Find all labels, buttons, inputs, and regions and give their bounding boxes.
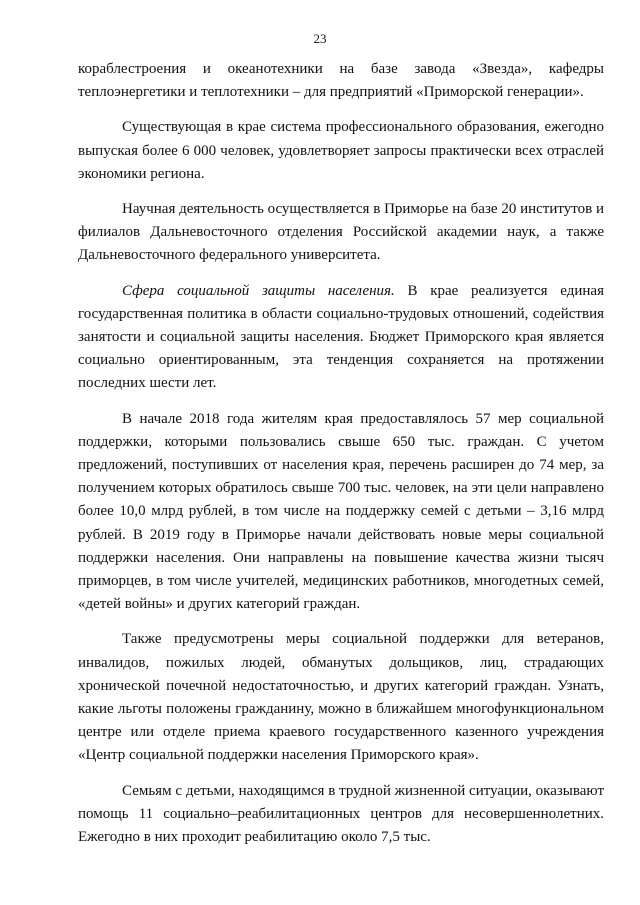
document-body [78,58,604,849]
paragraph-science: Научная деятельность осуществляется в Приморье на базе 20 институтов и филиалов Дальневосточного отделения Российской академии наук, а также Дальневосточного федерального университета. [78,201,604,264]
paragraph-social-protection-text: В крае реализуется единая государственная политика в области социально-трудовых отношений, содействия занятости и социальной защиты населения. Бюджет Приморского края является социально ориентированным, эта тенденция сохраняется на протяжении последних шести лет. [78,282,604,392]
paragraph-support-measures: В начале 2018 года жителям края предоставлялось 57 мер социальной поддержки, которыми пользовались свыше 650 тыс. граждан. С учетом предложений, поступивших от населения края, перечень расширен до 74 мер, за получением которых обратилось свыше 700 тыс. человек, на эти цели направлено более 10,0 млрд рублей, в том числе на поддержку семей с детьми – 3,16 млрд рублей. В 2019 году в Приморье начали действовать новые меры социальной поддержки населения. Они направлены на повышение качества жизни тысяч приморцев, в том числе учителей, медицинских работников, многодетных семей, «детей войны» и других категорий граждан. [78,410,604,613]
paragraph-continuation: кораблестроения и океанотехники на базе завода «Звезда», кафедры теплоэнергетики и теплотехники – для предприятий «Приморской генерации». [78,61,604,101]
paragraph-families-children: Семьям с детьми, находящимся в трудной жизненной ситуации, оказывают помощь 11 социально–реабилитационных центров для несовершеннолетних. Ежегодно в них проходит реабилитацию около 7,5 тыс. [78,782,604,846]
paragraph-professional-education: Существующая в крае система профессионального образования, ежегодно выпуская более 6 000 человек, удовлетворяет запросы практически всех отраслей экономики региона. [78,119,604,182]
paragraph-additional-measures: Также предусмотрены меры социальной поддержки для ветеранов, инвалидов, пожилых людей, обманутых дольщиков, лиц, страдающих хронической почечной недостаточностью, и других категорий граждан. Узнать, какие льготы положены гражданину, можно в ближайшем многофункциональном центре или отделе приема краевого государственного казенного учреждения «Центр социальной поддержки населения Приморского края». [78,631,604,764]
paragraph-social-protection [78,280,604,396]
section-heading-social-protection: Сфера социальной защиты населения. [122,282,395,299]
page-number: 23 [313,31,327,46]
